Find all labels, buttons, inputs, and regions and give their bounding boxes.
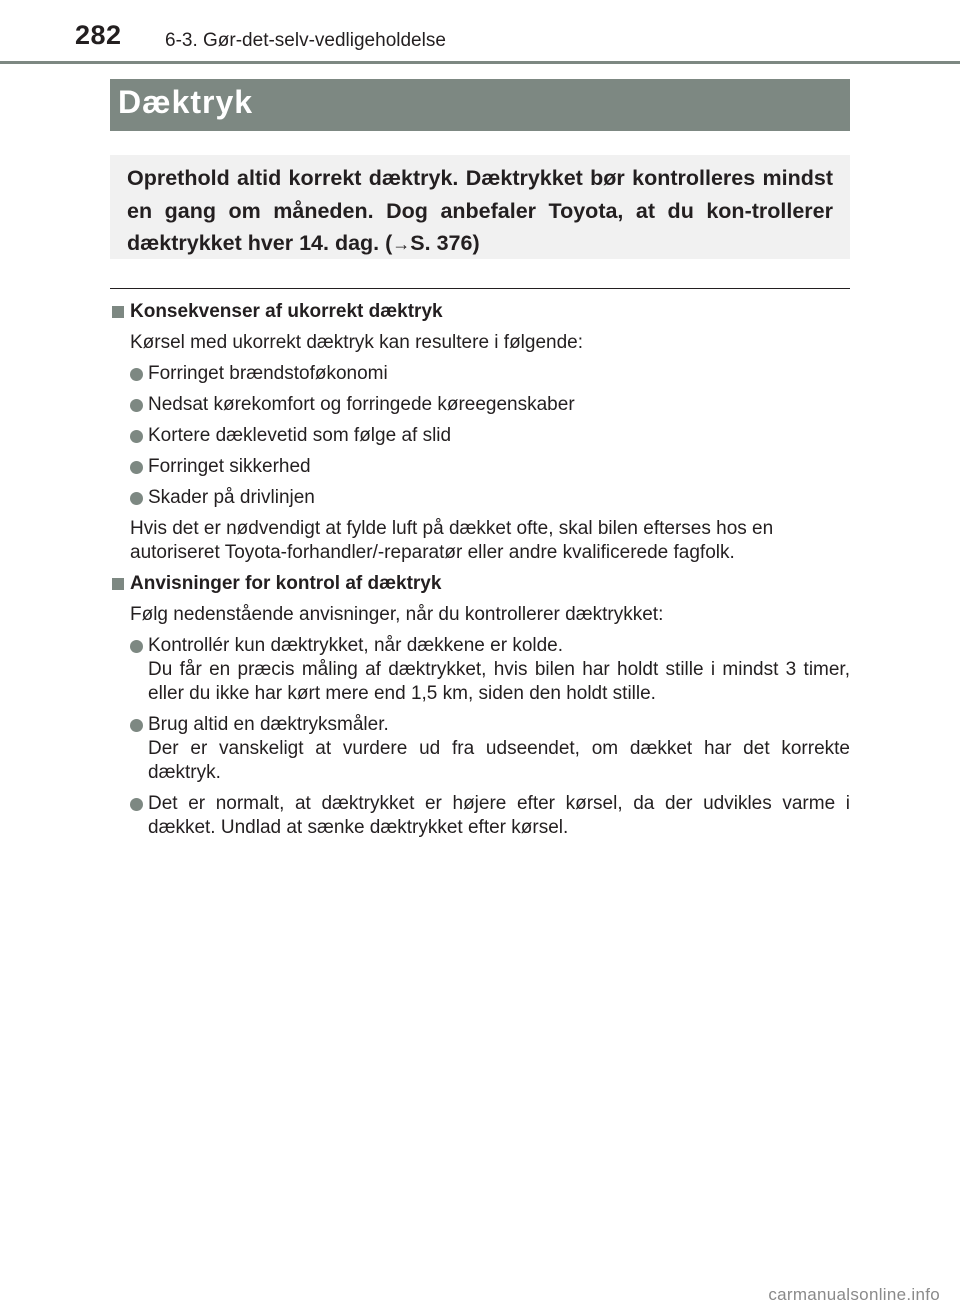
section-heading-consequences	[110, 300, 850, 324]
list-item	[130, 486, 850, 510]
list-item-text: Kortere dæklevetid som følge af slid	[148, 425, 452, 446]
intro-box	[110, 155, 850, 259]
list-item-text: Kontrollér kun dæktrykket, når dækkene er kolde.	[148, 635, 564, 656]
arrow-right-icon: →	[392, 234, 411, 254]
round-bullet-icon	[130, 461, 143, 474]
list-item	[130, 424, 850, 448]
section-lead: Følg nedenstående anvisninger, når du kontrollerer dæktrykket:	[130, 604, 664, 625]
main-content	[110, 300, 850, 847]
section-divider	[110, 288, 850, 289]
header-rule	[0, 61, 960, 64]
round-bullet-icon	[130, 798, 143, 811]
section-heading-instructions	[110, 572, 850, 596]
round-bullet-icon	[130, 719, 143, 732]
list-item	[130, 455, 850, 479]
list-item-detail: Du får en præcis måling af dæktrykket, hvis bilen har holdt stille i mindst 3 timer, eller du ikke har kørt mere end 1,5 km, siden den holdt stille.	[148, 659, 850, 704]
section-heading-text: Anvisninger for kontrol af dæktryk	[130, 573, 442, 594]
page-title: Dæktryk	[118, 84, 254, 120]
list-item	[130, 792, 850, 840]
round-bullet-icon	[130, 399, 143, 412]
list-item	[130, 393, 850, 417]
square-bullet-icon	[112, 578, 124, 590]
title-bar	[110, 79, 850, 131]
round-bullet-icon	[130, 430, 143, 443]
square-bullet-icon	[112, 306, 124, 318]
round-bullet-icon	[130, 368, 143, 381]
section-path: 6-3. Gør-det-selv-vedligeholdelse	[165, 30, 446, 51]
round-bullet-icon	[130, 640, 143, 653]
list-item-detail: Der er vanskeligt at vurdere ud fra udseendet, om dækket har det korrekte dæktryk.	[148, 738, 850, 783]
list-item-text: Forringet brændstoføkonomi	[148, 363, 388, 384]
list-item	[130, 634, 850, 706]
list-item-text: Forringet sikkerhed	[148, 456, 311, 477]
watermark: carmanualsonline.info	[768, 1285, 940, 1304]
intro-text	[127, 162, 833, 261]
section-heading-text: Konsekvenser af ukorrekt dæktryk	[130, 301, 443, 322]
section-lead: Kørsel med ukorrekt dæktryk kan resultere i følgende:	[130, 332, 584, 353]
intro-body: Oprethold altid korrekt dæktryk. Dæktrykket bør kontrolleres mindst en gang om måneden. Dog anbefaler Toyota, at du kon-trollerer dæktrykket hver 14. dag. (	[127, 166, 833, 255]
list-item-text: Nedsat kørekomfort og forringede køreegenskaber	[148, 394, 575, 415]
list-item	[130, 362, 850, 386]
list-item-text: Brug altid en dæktryksmåler.	[148, 714, 389, 735]
page-header	[0, 0, 960, 64]
page-number: 282	[75, 20, 122, 50]
list-item-text: Skader på drivlinjen	[148, 487, 315, 508]
page-reference-link[interactable]: S. 376)	[410, 231, 480, 255]
section-trailing-text: Hvis det er nødvendigt at fylde luft på dækket ofte, skal bilen efterses hos en autoriseret Toyota-forhandler/-reparatør eller andre kvalificerede fagfolk.	[130, 518, 774, 563]
list-item-text: Det er normalt, at dæktrykket er højere efter kørsel, da der udvikles varme i dækket. Undlad at sænke dæktrykket efter kørsel.	[148, 793, 850, 838]
round-bullet-icon	[130, 492, 143, 505]
list-item	[130, 713, 850, 785]
